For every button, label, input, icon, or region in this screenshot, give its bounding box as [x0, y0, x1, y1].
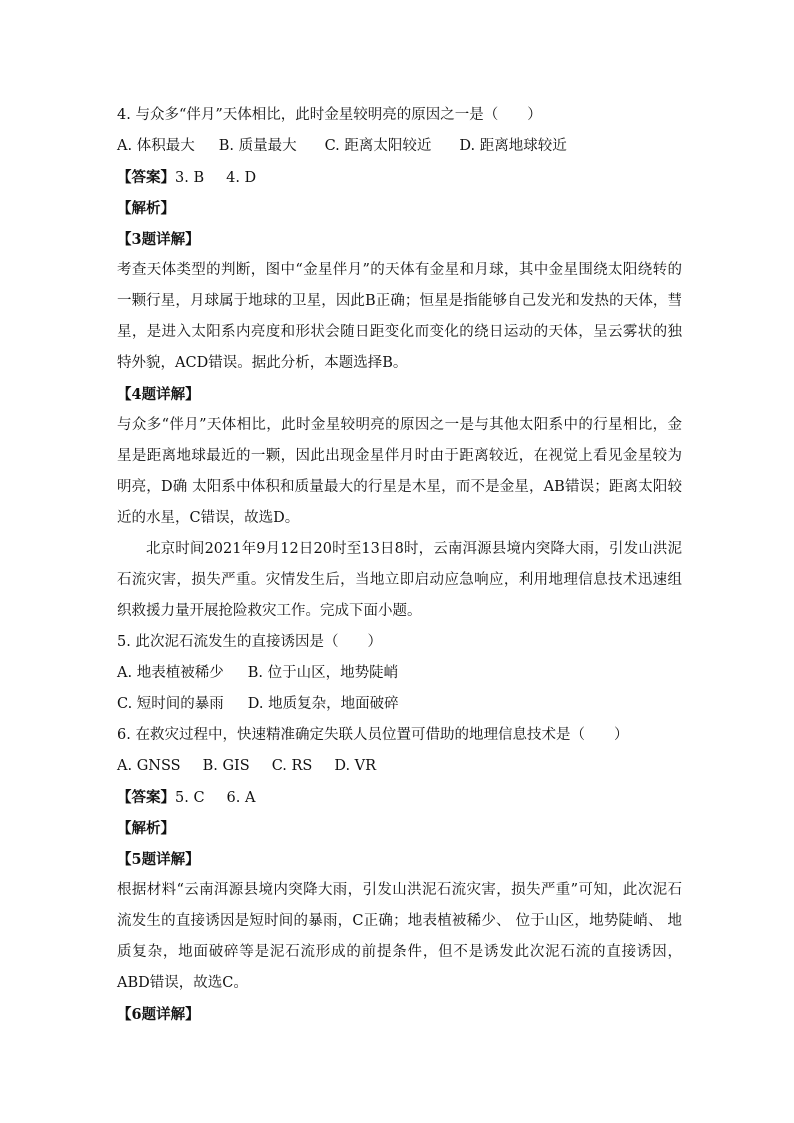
- answer-label-2: 【答案】: [117, 789, 175, 806]
- question-4-option-c: C. 距离太阳较近: [324, 138, 432, 154]
- question-5-option-b: B. 位于山区，地势陡峭: [247, 665, 399, 681]
- question-5-options-row-2: [117, 689, 682, 720]
- question-5-option-d: D. 地质复杂，地面破碎: [247, 696, 399, 712]
- answer-5-6: [117, 782, 682, 813]
- question-5-stem: 5. 此次泥石流发生的直接诱因是（ ）: [117, 634, 382, 650]
- answer-4: 4. D: [226, 170, 257, 186]
- question-4-detail-label: 【4题详解】: [117, 386, 200, 403]
- answer-3: 3. B: [175, 170, 205, 186]
- question-3-detail-text: 考查天体类型的判断，图中“金星伴月”的天体有金星和月球，其中金星围绕太阳绕转的一颗行星，月球属于地球的卫星，因此B正确；恒星是指能够自己发光和发热的天体，彗星，是进入太阳系内亮度和形状会随日距变化而变化的绕日运动的天体，呈云雾状的独特外貌，ACD错误。据此分析，本题选择B。: [117, 262, 682, 371]
- question-5-detail-label: 【5题详解】: [117, 851, 200, 868]
- question-4-stem: 4. 与众多“伴月”天体相比，此时金星较明亮的原因之一是（ ）: [117, 107, 542, 123]
- question-3-detail-label: 【3题详解】: [117, 231, 200, 248]
- question-6-option-c: C. RS: [271, 758, 313, 774]
- answer-5: 5. C: [175, 790, 205, 806]
- question-6-option-b: B. GIS: [202, 758, 250, 774]
- question-6-option-a: A. GNSS: [117, 758, 181, 774]
- question-4-option-d: D. 距离地球较近: [459, 138, 567, 154]
- question-6-option-d: D. VR: [334, 758, 377, 774]
- question-6-stem: 6. 在救灾过程中，快速精准确定失联人员位置可借助的地理信息技术是（ ）: [117, 727, 629, 743]
- question-4-option-b: B. 质量最大: [218, 138, 297, 154]
- question-4-detail-text: 与众多“伴月”天体相比，此时金星较明亮的原因之一是与其他太阳系中的行星相比，金星是距离地球最近的一颗，因此出现金星伴月时由于距离较近，在视觉上看见金星较为明亮，D确 太阳系中体积和质量最大的行星是木星，而不是金星，AB错误；距离太阳较近的水星，C错误，故选D。: [117, 417, 682, 526]
- question-5-option-a: A. 地表植被稀少: [117, 665, 224, 681]
- analysis-label: 【解析】: [117, 200, 175, 217]
- answer-6: 6. A: [226, 790, 256, 806]
- answer-3-4: [117, 162, 682, 193]
- answer-label: 【答案】: [117, 169, 175, 186]
- question-4-options: [117, 131, 682, 162]
- question-4-option-a: A. 体积最大: [117, 138, 195, 154]
- material-paragraph: 北京时间2021年9月12日20时至13日8时，云南洱源县境内突降大雨，引发山洪泥石流灾害，损失严重。灾情发生后，当地立即启动应急响应，利用地理信息技术迅速组织救援力量开展抢险救灾工作。完成下面小题。: [117, 541, 682, 619]
- question-6-options: [117, 751, 682, 782]
- question-6-detail-label: 【6题详解】: [117, 1006, 200, 1023]
- question-5-detail-text: 根据材料“云南洱源县境内突降大雨，引发山洪泥石流灾害，损失严重”可知，此次泥石流发生的直接诱因是短时间的暴雨，C正确；地表植被稀少、 位于山区，地势陡峭、 地质复杂，地面破碎等是泥石流形成的前提条件，但不是诱发此次泥石流的直接诱因，ABD错误，故选C。: [117, 882, 682, 991]
- question-5-options-row-1: [117, 658, 682, 689]
- document-content: [117, 100, 682, 1030]
- question-5-option-c: C. 短时间的暴雨: [117, 696, 224, 712]
- analysis-label-2: 【解析】: [117, 820, 175, 837]
